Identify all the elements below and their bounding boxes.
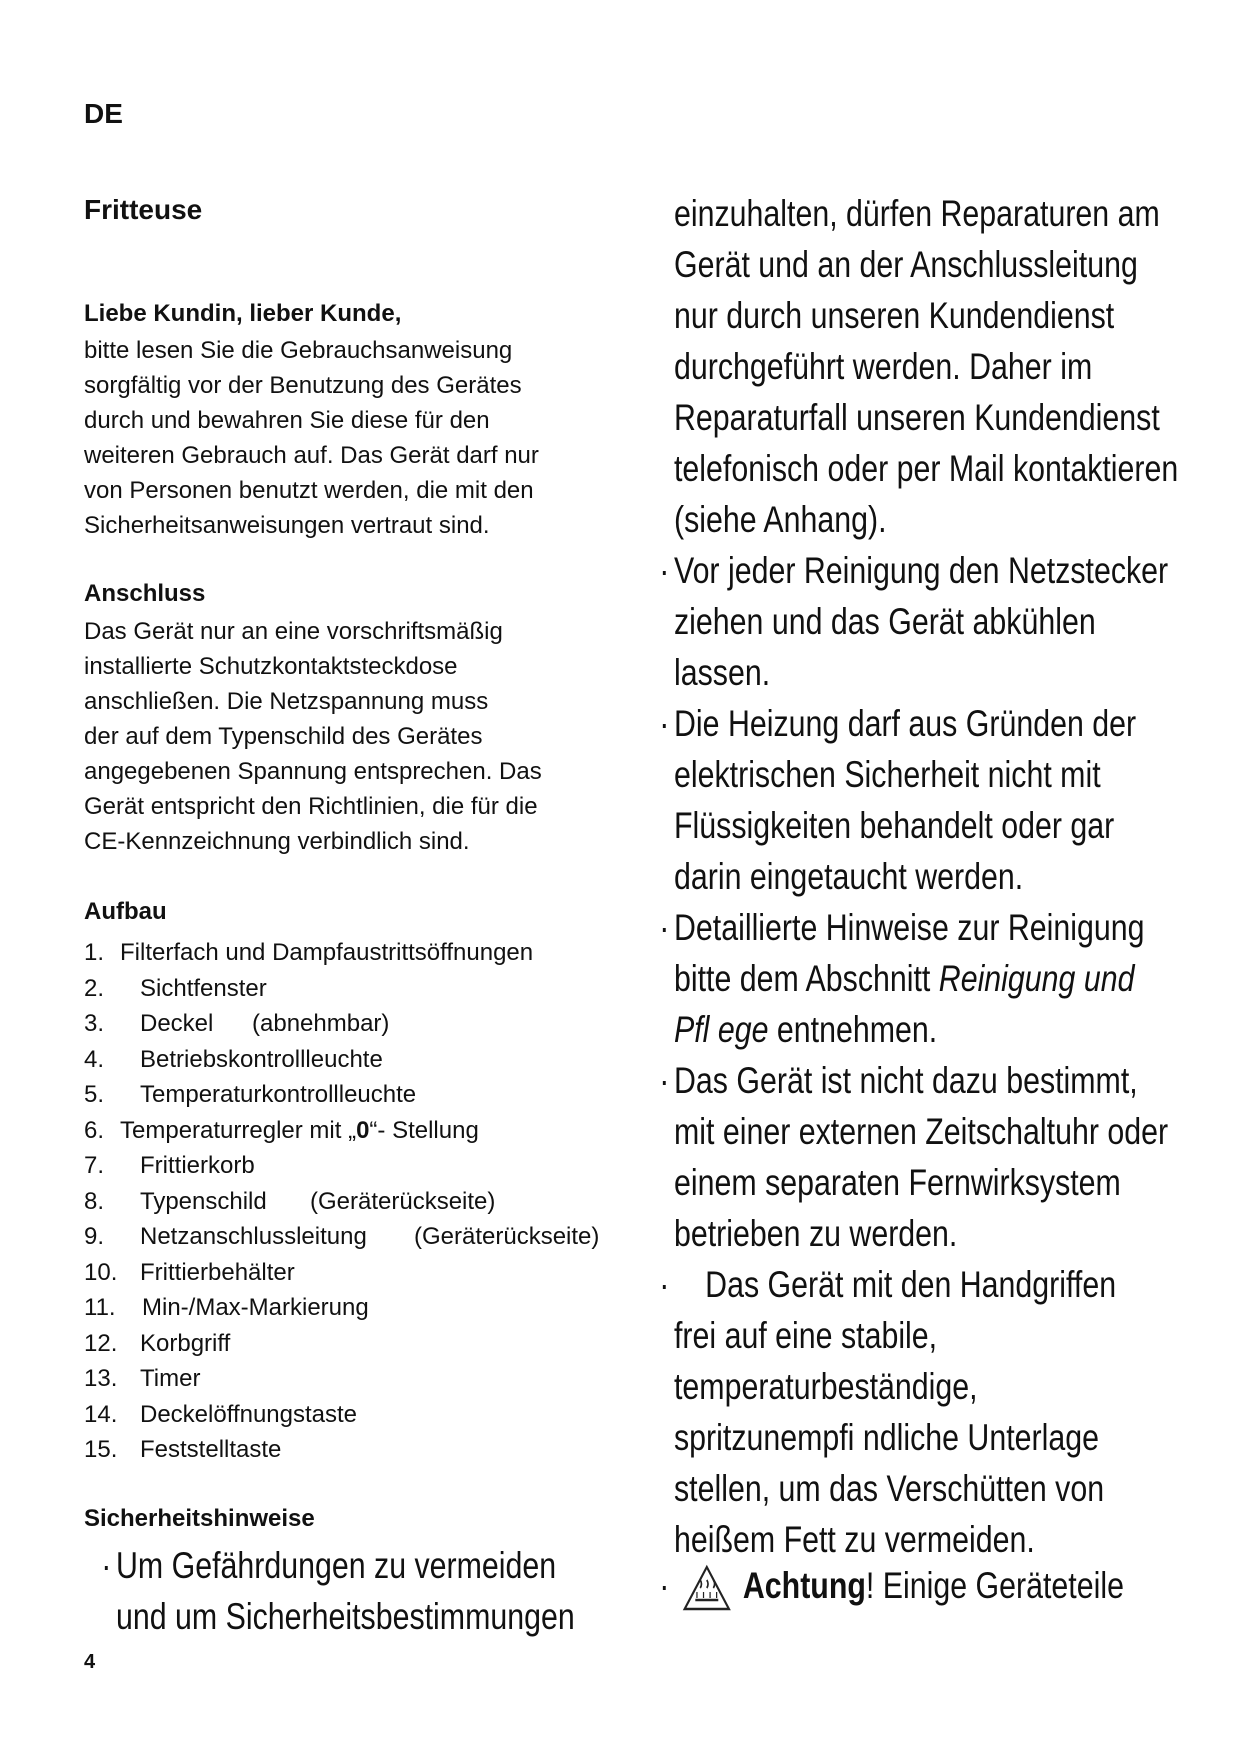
text-line: Das Gerät nur an eine vorschriftsmäßig: [84, 618, 503, 645]
list-item: 2. Sichtfenster: [84, 974, 267, 1002]
safety-bullet-1-continued: einzuhalten, dürfen Reparaturen am Gerät und an der Anschlussleitung nur durch unseren Kundendienst durchgeführt werden. Daher im Reparaturfall unseren Kundendienst telefonisch oder per Mail kontaktieren (siehe Anhang).: [674, 193, 1179, 540]
parts-list: [84, 935, 644, 1468]
safety-bullet-5: · Das Gerät ist nicht dazu bestimmt, mit einer externen Zeitschaltuhr oder einem separaten Fernwirksystem betrieben zu werden.: [659, 1060, 1169, 1254]
list-item: 7. Frittierkorb: [84, 1152, 255, 1179]
intro-text: [84, 333, 539, 543]
list-item: 14. Deckelöffnungstaste: [84, 1400, 358, 1428]
list-item: 10. Frittierbehälter: [84, 1258, 295, 1286]
text-line: von Personen benutzt werden, die mit den: [84, 477, 534, 504]
list-item: 5. Temperaturkontrollleuchte: [84, 1081, 417, 1108]
intro-heading: Liebe Kundin, lieber Kunde,: [84, 300, 402, 327]
safety-bullet-1: · Um Gefährdungen zu vermeiden und um Sicherheitsbestimmungen: [116, 1540, 575, 1642]
text-line: bitte lesen Sie die Gebrauchsanweisung: [84, 337, 513, 364]
page-title: Fritteuse: [84, 194, 203, 225]
page-number: 4: [84, 1651, 96, 1673]
text-line: durch und bewahren Sie diese für den: [84, 407, 490, 434]
text-line: angegebenen Spannung entsprechen. Das: [84, 758, 542, 785]
anschluss-text: [84, 614, 542, 859]
text-line: installierte Schutzkontaktsteckdose: [84, 653, 458, 680]
list-item: 11. Min-/Max-Markierung: [84, 1294, 369, 1321]
hot-surface-icon: [682, 1564, 731, 1612]
list-item: 4. Betriebskontrollleuchte: [84, 1045, 383, 1073]
text-line: anschließen. Die Netzspannung muss: [84, 688, 489, 715]
text-line: weiteren Gebrauch auf. Das Gerät darf nur: [84, 442, 539, 469]
text-line: der auf dem Typenschild des Gerätes: [84, 723, 483, 750]
list-item: 6. Temperaturregler mit „0“- Stellung: [84, 1116, 479, 1144]
text-line: CE-Kennzeichnung verbindlich sind.: [84, 828, 470, 855]
safety-heading: Sicherheitshinweise: [84, 1505, 315, 1532]
safety-bullet-7: · Achtung! Einige Geräteteile: [674, 1560, 1124, 1612]
text-line: und um Sicherheitsbestimmungen: [116, 1596, 575, 1637]
text-line: Gerät entspricht den Richtlinien, die für die: [84, 793, 538, 820]
list-item: 13. Timer: [84, 1365, 201, 1392]
text-line: sorgfältig vor der Benutzung des Gerätes: [84, 372, 522, 399]
text-line: Um Gefährdungen zu vermeiden: [116, 1545, 557, 1586]
list-item: 3. Deckel (abnehmbar): [84, 1010, 390, 1037]
aufbau-heading: Aufbau: [84, 898, 167, 925]
safety-bullet-3: · Die Heizung darf aus Gründen der elektrischen Sicherheit nicht mit Flüssigkeiten behandelt oder gar darin eingetaucht werden.: [659, 703, 1137, 897]
list-item: 12. Korbgriff: [84, 1329, 231, 1357]
anschluss-heading: Anschluss: [84, 580, 206, 607]
list-item: 15. Feststelltaste: [84, 1436, 282, 1463]
list-item: 1. Filterfach und Dampfaustrittsöffnungen: [84, 939, 534, 966]
text-line: Sicherheitsanweisungen vertraut sind.: [84, 512, 490, 539]
safety-bullet-6: · Das Gerät mit den Handgriffen frei auf eine stabile, temperaturbeständige, spritzunempfi ndliche Unterlage stellen, um das Verschütten von heißem Fett zu vermeiden.: [659, 1264, 1117, 1560]
language-code: DE: [84, 98, 123, 129]
list-item: 8. Typenschild (Geräterückseite): [84, 1187, 496, 1215]
safety-bullet-4: · Detaillierte Hinweise zur Reinigung bitte dem Abschnitt Reinigung und Pfl ege entnehmen.: [659, 907, 1145, 1050]
list-item: 9. Netzanschlussleitung (Geräterückseite): [84, 1223, 600, 1250]
safety-bullet-2: · Vor jeder Reinigung den Netzstecker ziehen und das Gerät abkühlen lassen.: [659, 550, 1169, 693]
